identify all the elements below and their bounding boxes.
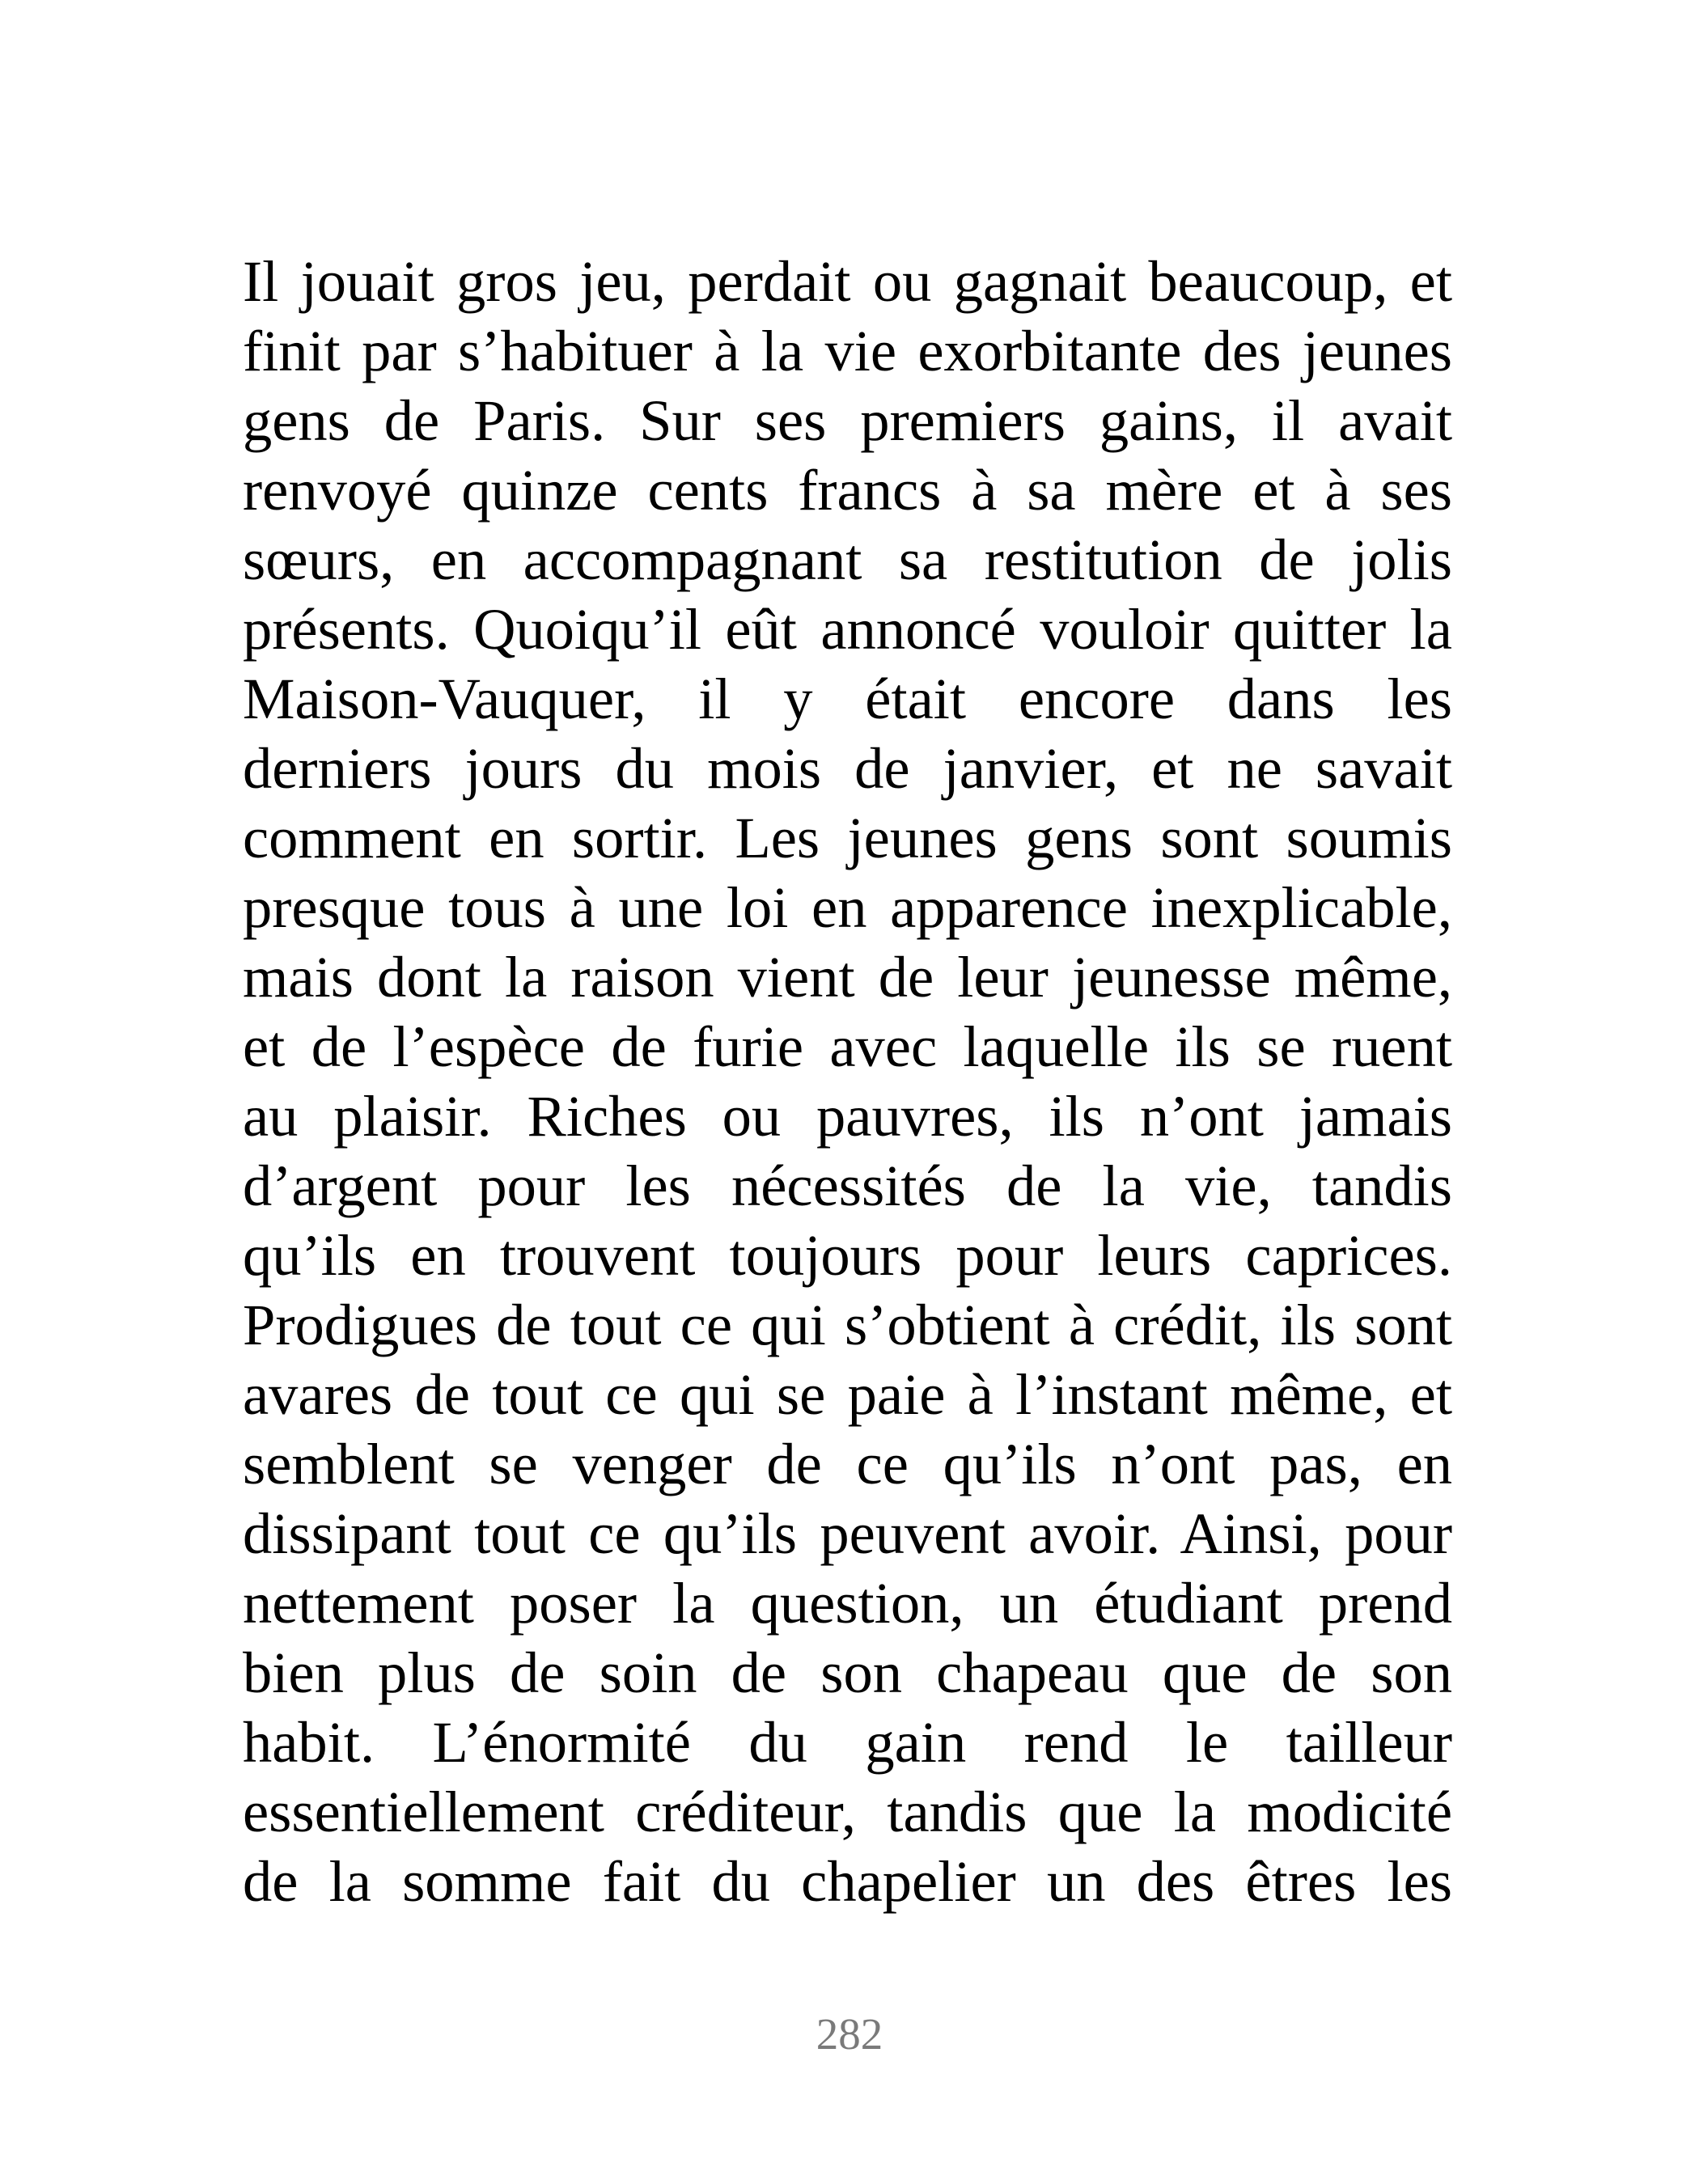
text-line: comment en sortir. Les jeunes gens sont soumis [243, 805, 1452, 870]
text-line: de la somme fait du chapelier un des êtres les [243, 1848, 1452, 1914]
text-line: derniers jours du mois de janvier, et ne savait [243, 735, 1452, 801]
text-line: essentiellement créditeur, tandis que la modicité [243, 1779, 1452, 1844]
text-line: dissipant tout ce qu’ils peuvent avoir. Ainsi, pour [243, 1500, 1452, 1566]
text-line: Il jouait gros jeu, perdait ou gagnait beaucoup, et [243, 248, 1452, 314]
text-line: nettement poser la question, un étudiant prend [243, 1570, 1452, 1636]
page-number: 282 [816, 2009, 883, 2059]
text-line: Maison-Vauquer, il y était encore dans les [243, 666, 1452, 731]
text-line: mais dont la raison vient de leur jeunesse même, [243, 944, 1452, 1009]
text-line: d’argent pour les nécessités de la vie, tandis [243, 1153, 1452, 1218]
body-text [243, 247, 1452, 1916]
text-line: et de l’espèce de furie avec laquelle ils se ruent [243, 1014, 1452, 1079]
text-line: gens de Paris. Sur ses premiers gains, il avait [243, 387, 1452, 453]
text-line: sœurs, en accompagnant sa restitution de jolis [243, 527, 1452, 592]
text-line: au plaisir. Riches ou pauvres, ils n’ont jamais [243, 1083, 1452, 1149]
text-line: habit. L’énormité du gain rend le tailleur [243, 1709, 1452, 1775]
text-line: finit par s’habituer à la vie exorbitante des jeunes [243, 318, 1452, 383]
text-line: semblent se venger de ce qu’ils n’ont pas, en [243, 1431, 1452, 1496]
text-line: bien plus de soin de son chapeau que de son [243, 1640, 1452, 1705]
text-line: renvoyé quinze cents francs à sa mère et à ses [243, 457, 1452, 523]
text-line: avares de tout ce qui se paie à l’instant même, et [243, 1361, 1452, 1427]
text-line: Prodigues de tout ce qui s’obtient à crédit, ils sont [243, 1292, 1452, 1357]
text-line: presque tous à une loi en apparence inexplicable, [243, 874, 1452, 940]
text-line: qu’ils en trouvent toujours pour leurs caprices. [243, 1222, 1452, 1288]
text-line: présents. Quoiqu’il eût annoncé vouloir quitter la [243, 596, 1452, 662]
